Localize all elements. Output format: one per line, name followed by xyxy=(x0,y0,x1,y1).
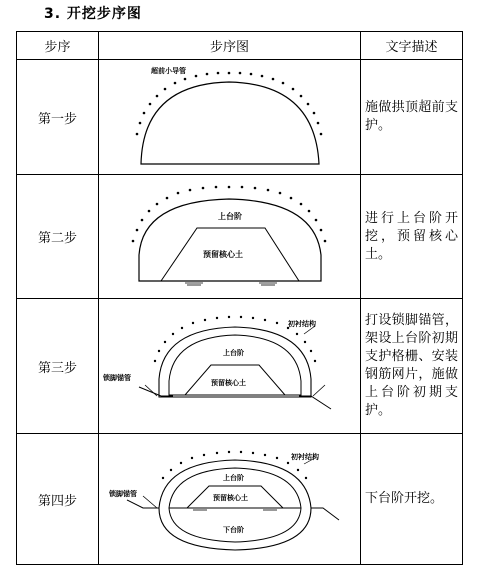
step-description: 施做拱顶超前支护。 xyxy=(361,60,463,175)
diagram-label: 上台阶 xyxy=(223,349,244,357)
diagram-label: 预留核心土 xyxy=(213,494,248,502)
diagram-label: 预留核心土 xyxy=(203,250,243,259)
ground-right xyxy=(299,396,331,409)
diagram-label: 初衬结构 xyxy=(291,453,319,461)
diagram-label: 下台阶 xyxy=(223,526,244,534)
step-figure xyxy=(99,60,361,175)
diagram-label: 初衬结构 xyxy=(288,320,316,328)
excavation-steps-table xyxy=(16,31,463,565)
step-figure xyxy=(99,299,361,434)
footing-marks xyxy=(185,283,277,285)
diagram-label: 预留核心土 xyxy=(211,379,246,387)
diagram-label: 上台阶 xyxy=(218,212,242,221)
step-description: 打设锁脚锚管，架设上台阶初期支护格栅、安装钢筋网片，施做上台阶初期支护。 xyxy=(361,299,463,434)
table-header-row xyxy=(17,32,463,60)
header-step: 步序 xyxy=(17,32,99,60)
lining-inner xyxy=(169,335,301,397)
step-figure xyxy=(99,175,361,299)
diagram-label: 超前小导管 xyxy=(151,67,186,75)
table-row xyxy=(17,60,463,175)
tunnel-arch xyxy=(141,82,319,164)
diagram-label: 锁脚锚管 xyxy=(109,490,137,498)
header-figure: 步序图 xyxy=(99,32,361,60)
tunnel-diagram-step1 xyxy=(99,60,360,174)
diagram-label: 锁脚锚管 xyxy=(103,374,131,382)
ground-right xyxy=(311,508,339,520)
section-title: 3. 开挖步序图 xyxy=(44,6,142,22)
table-row xyxy=(17,175,463,299)
step-label: 第四步 xyxy=(17,434,99,565)
step-figure xyxy=(99,434,361,565)
table-row xyxy=(17,434,463,565)
tunnel-diagram-step4 xyxy=(99,434,360,564)
step-label: 第三步 xyxy=(17,299,99,434)
tunnel-diagram-step2 xyxy=(99,175,360,298)
step-label: 第一步 xyxy=(17,60,99,175)
diagram-label: 上台阶 xyxy=(223,474,244,482)
table-row xyxy=(17,299,463,434)
step-description: 进行上台阶开挖，预留核心土。 xyxy=(361,175,463,299)
step-description: 下台阶开挖。 xyxy=(361,434,463,565)
header-description: 文字描述 xyxy=(361,32,463,60)
tunnel-diagram-step3 xyxy=(99,299,360,433)
step-label: 第二步 xyxy=(17,175,99,299)
ground-left xyxy=(127,500,159,508)
